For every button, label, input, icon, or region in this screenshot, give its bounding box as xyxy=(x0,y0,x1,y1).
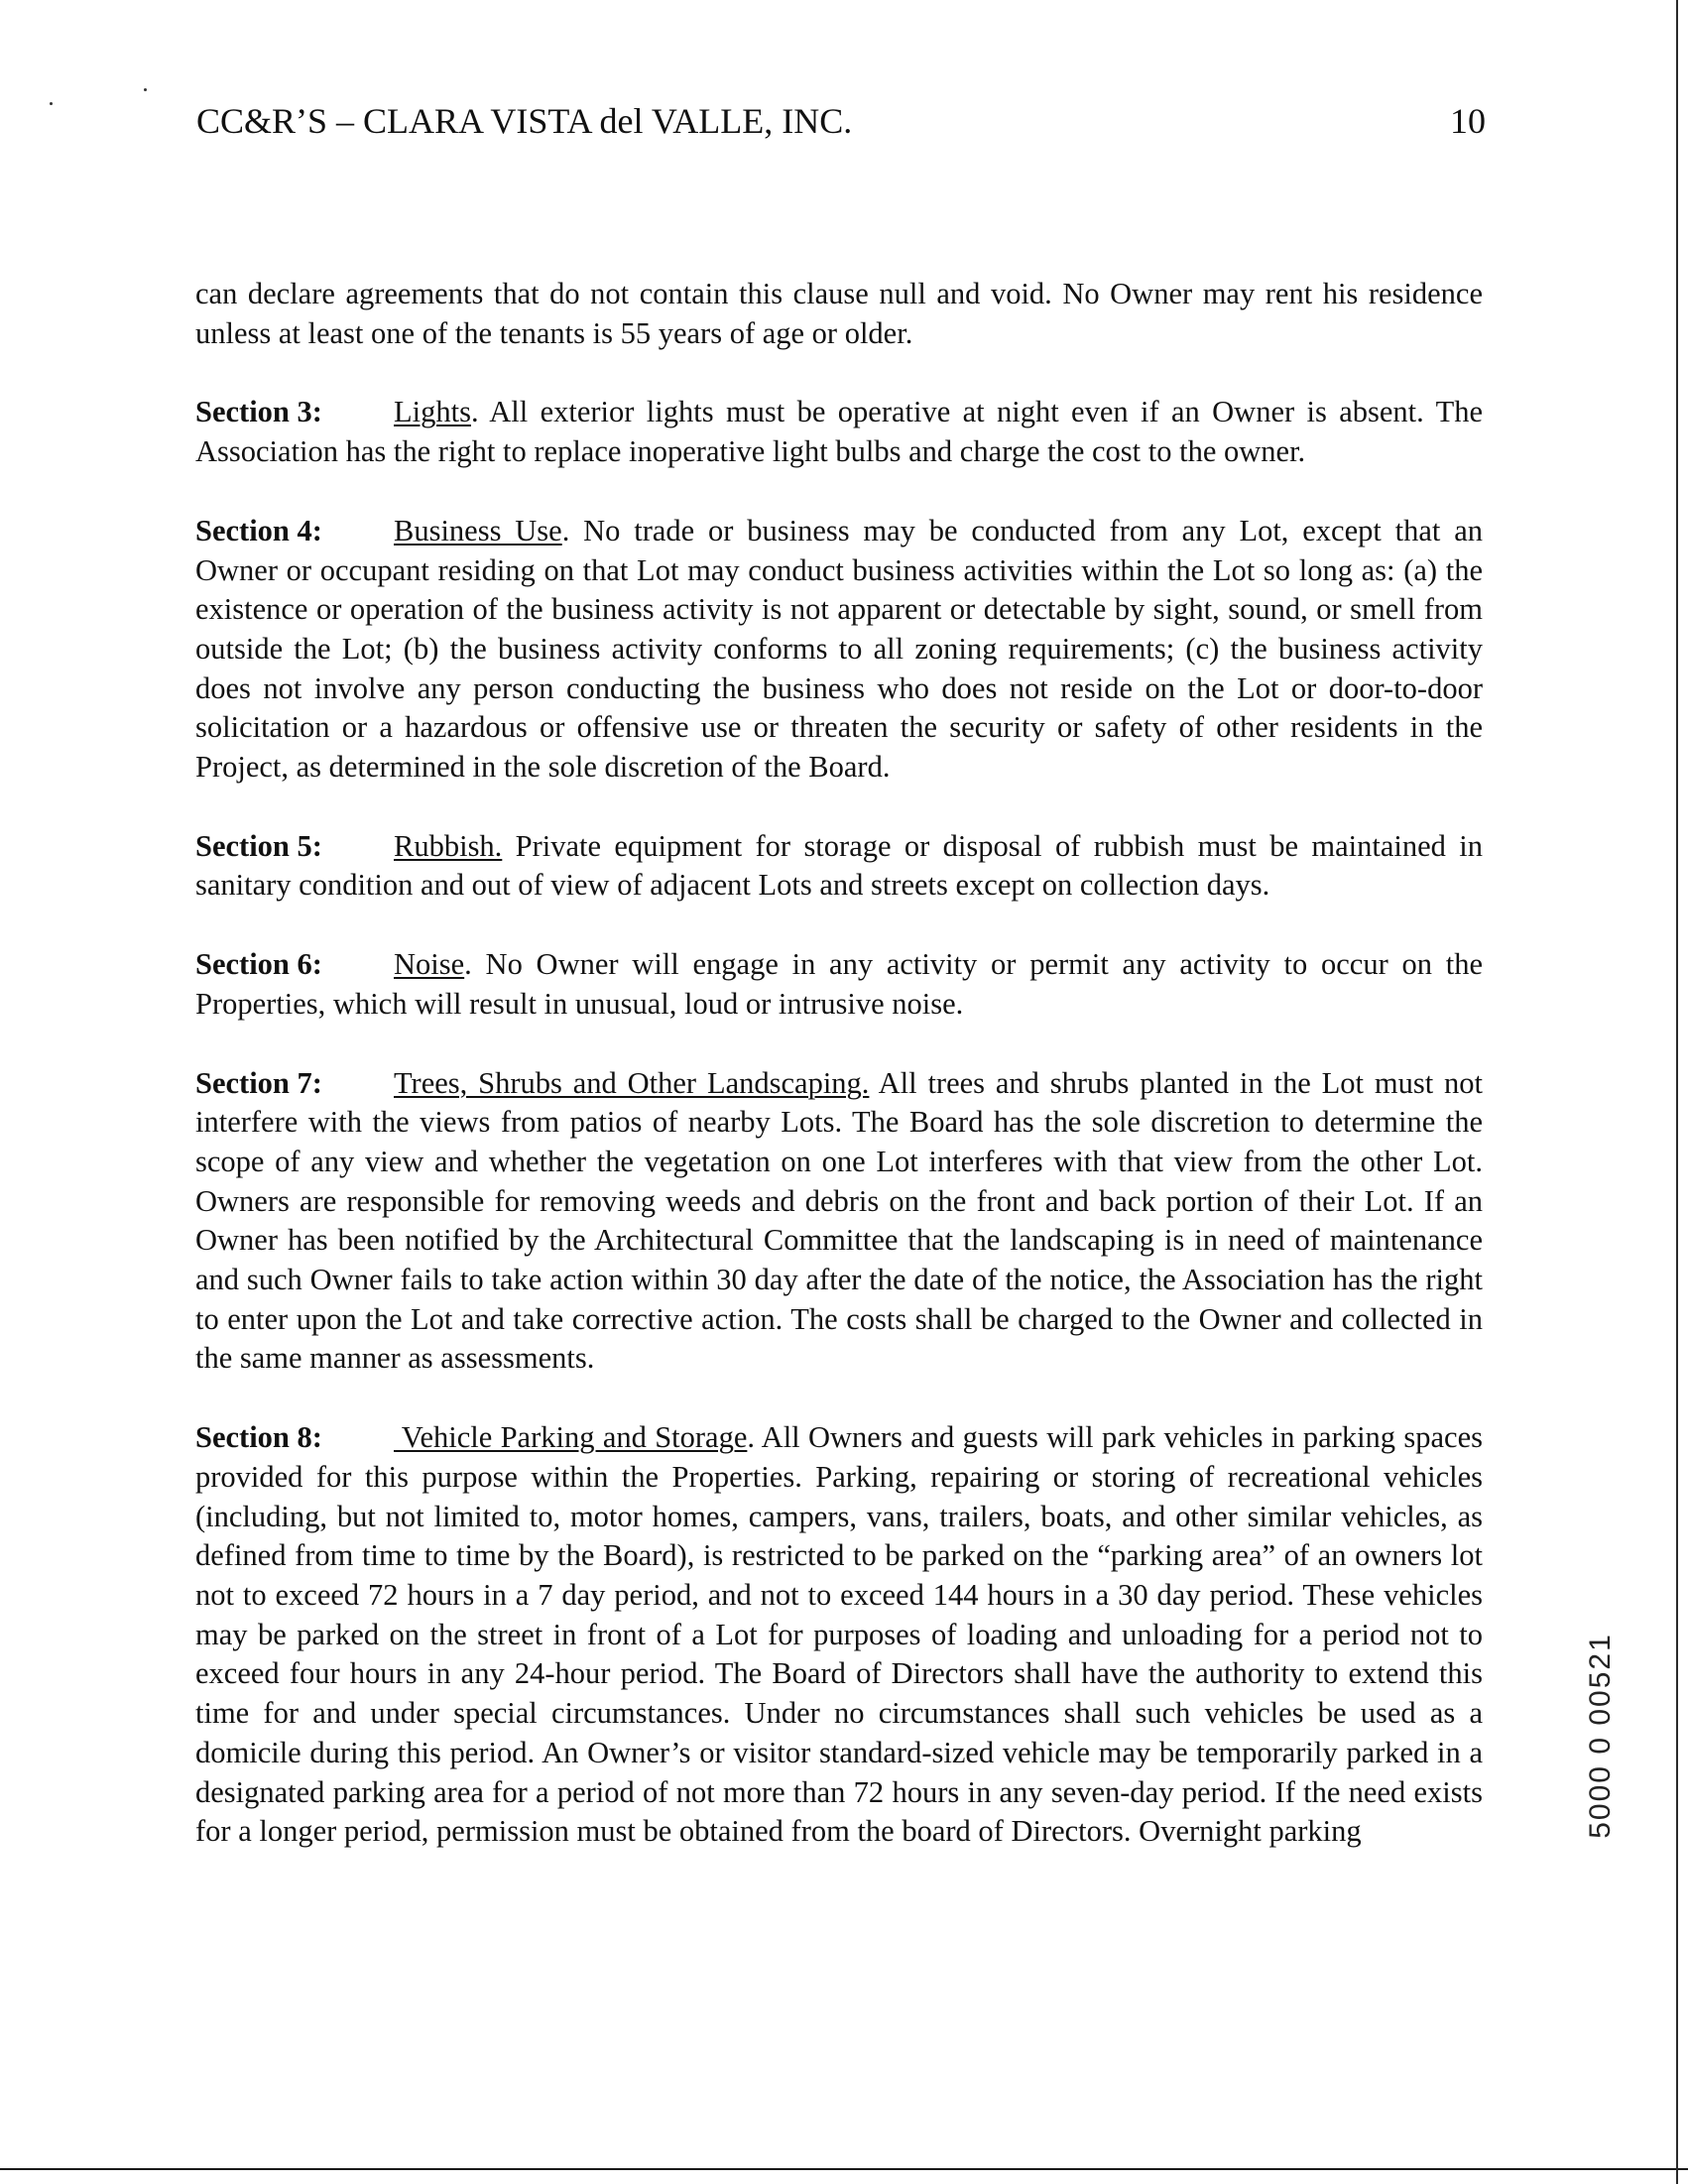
section-title: Lights xyxy=(394,395,471,429)
section-6-paragraph xyxy=(195,945,1483,1024)
section-text: . All exterior lights must be operative at night even if an Owner is absent. The Association has the right to replace inoperative light bulbs and charge the cost to the owner. xyxy=(195,395,1483,469)
section-title: Trees, Shrubs and Other Landscaping. xyxy=(394,1065,870,1100)
scan-bottom-edge xyxy=(0,2168,1688,2170)
section-8-paragraph xyxy=(195,1418,1483,1852)
section-label: Section 7: xyxy=(195,1065,322,1100)
bates-stamp xyxy=(1581,1607,1621,1865)
section-label: Section 5: xyxy=(195,828,322,863)
section-title: Business Use xyxy=(394,513,562,547)
section-text: . No Owner will engage in any activity or permit any activity to occur on the Properties, which will result in unusual, loud or intrusive noise. xyxy=(195,947,1483,1021)
section-label: Section 3: xyxy=(195,395,322,429)
section-label: Section 8: xyxy=(195,1420,322,1455)
section-title: Noise xyxy=(394,947,465,982)
section-5-paragraph xyxy=(195,827,1483,906)
section-title: Rubbish. xyxy=(394,828,503,863)
section-text: . No trade or business may be conducted from any Lot, except that an Owner or occupant residing on that Lot may conduct business activities within the Lot so long as: (a) the existence or operation of the business activity is not apparent or detectable by sight, sound, or smell from outside the Lot; (b) the business activity conforms to all zoning requirements; (c) the business activity does not involve any person conducting the business who does not reside on the Lot or door-to-door solicitation or a hazardous or offensive use or threaten the security or safety of other residents in the Project, as determined in the sole discretion of the Board. xyxy=(195,513,1483,785)
section-label: Section 4: xyxy=(195,513,322,547)
section-text: Private equipment for storage or disposal of rubbish must be maintained in sanitary condition and out of view of adjacent Lots and streets except on collection days. xyxy=(195,828,1483,903)
page-number: 10 xyxy=(1450,101,1486,141)
page-header xyxy=(196,95,1486,155)
section-3-paragraph xyxy=(195,393,1483,471)
section-label: Section 6: xyxy=(195,947,322,982)
bates-number: 5000 0 00521 xyxy=(1584,1633,1617,1839)
scan-speck xyxy=(50,102,53,105)
continuation-paragraph: can declare agreements that do not contain this clause null and void. No Owner may rent his residence unless at least one of the tenants is 55 years of age or older. xyxy=(195,277,1483,350)
section-text: All trees and shrubs planted in the Lot must not interfere with the views from patios of nearby Lots. The Board has the sole discretion to determine the scope of any view and whether the vegetation on one Lot interferes with that view from the other Lot. Owners are responsible for removing weeds and debris on the front and back portion of their Lot. If an Owner has been notified by the Architectural Committee that the landscaping is in need of maintenance and such Owner fails to take action within 30 day after the date of the notice, the Association has the right to enter upon the Lot and take corrective action. The costs shall be charged to the Owner and collected in the same manner as assessments. xyxy=(195,1065,1484,1376)
section-7-paragraph xyxy=(195,1064,1483,1380)
section-title: Vehicle Parking and Storage xyxy=(394,1420,748,1455)
section-4-paragraph xyxy=(195,512,1483,788)
scan-speck xyxy=(144,88,147,91)
section-text: . All Owners and guests will park vehicles in parking spaces provided for this purpose within the Properties. Parking, repairing or storing of recreational vehicles (including, but not limited to, motor homes, campers, vans, trailers, boats, and other similar vehicles, as defined from time to time by the Board), is restricted to be parked on the “parking area” of an owners lot not to exceed 72 hours in a 7 day period, and not to exceed 144 hours in a 30 day period. These vehicles may be parked on the street in front of a Lot for purposes of loading and unloading for a period not to exceed four hours in any 24-hour period. The Board of Directors shall have the authority to extend this time for and under special circumstances. Under no circumstances shall such vehicles be used as a domicile during this period. An Owner’s or visitor standard-sized vehicle may be temporarily parked in a designated parking area for a period of not more than 72 hours in any seven-day period. If the need exists for a longer period, permission must be obtained from the board of Directors. Overnight parking xyxy=(195,1420,1483,1849)
document-body xyxy=(195,275,1483,1852)
scan-right-edge xyxy=(1676,0,1678,2184)
document-title: CC&R’S – CLARA VISTA del VALLE, INC. xyxy=(196,101,853,141)
